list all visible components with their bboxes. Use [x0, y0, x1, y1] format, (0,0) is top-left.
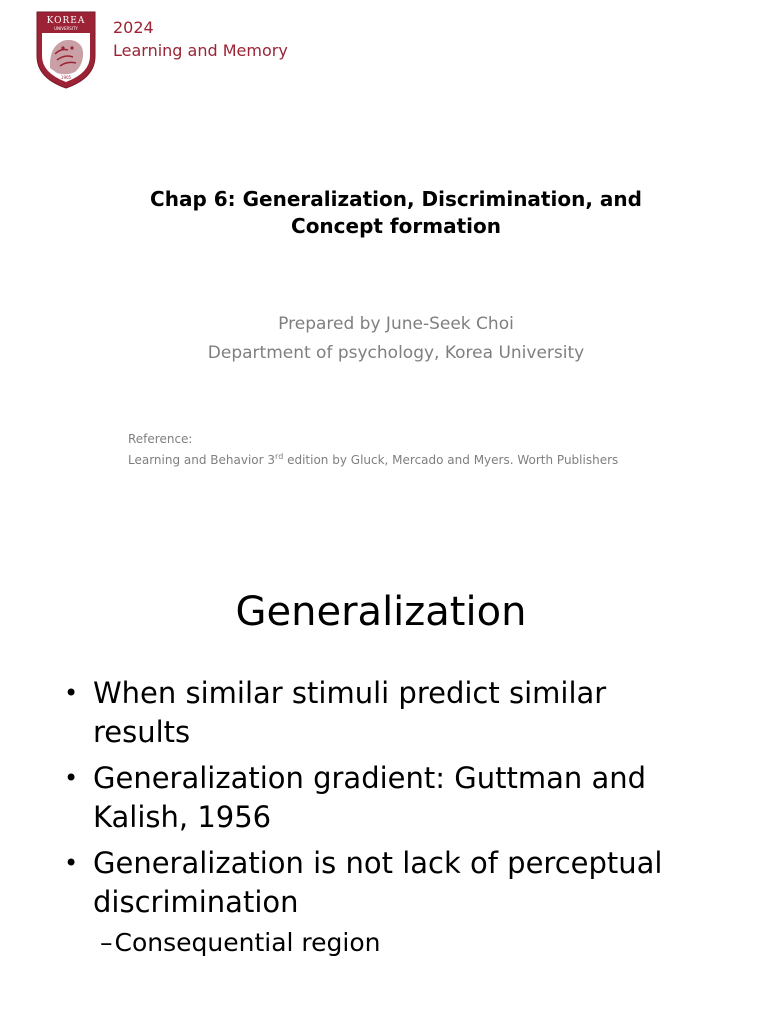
korea-university-crest-icon — [35, 10, 97, 90]
sub-bullet-text: Consequential region — [114, 928, 381, 957]
reference-citation — [128, 450, 618, 471]
department: Department of psychology, Korea University — [207, 343, 585, 363]
dash-icon: – — [100, 928, 113, 957]
bullet-dot-icon: • — [64, 764, 79, 792]
reference-text-post: edition by Gluck, Mercado and Myers. Worth Publishers — [283, 453, 619, 467]
reference-superscript: rd — [275, 452, 284, 461]
bullet-dot-icon: • — [64, 679, 79, 707]
reference-text-pre: Learning and Behavior 3 — [128, 453, 276, 467]
chapter-title-line-2: Concept formation — [291, 214, 501, 238]
prepared-by: Prepared by June-Seek Choi — [278, 314, 514, 334]
reference-label: Reference: — [128, 432, 193, 446]
bullet-list — [62, 674, 702, 929]
author-block — [84, 310, 708, 368]
sub-bullet — [100, 926, 380, 960]
chapter-title — [84, 186, 708, 240]
course-name: Learning and Memory — [113, 41, 288, 60]
chapter-title-line-1: Chap 6: Generalization, Discrimination, and — [150, 187, 642, 211]
bullet-item — [62, 759, 702, 837]
svg-text:KOREA: KOREA — [46, 16, 86, 26]
slide-title: Generalization — [235, 589, 527, 635]
content-slide — [0, 556, 768, 1024]
bullet-item — [62, 844, 702, 922]
course-year: 2024 — [113, 18, 154, 37]
bullet-text: When similar stimuli predict similar results — [93, 676, 607, 749]
bullet-dot-icon: • — [64, 849, 79, 877]
course-header — [113, 16, 288, 62]
svg-text:1905: 1905 — [60, 75, 72, 80]
bullet-item — [62, 674, 702, 752]
bullet-text: Generalization is not lack of perceptual discrimination — [93, 846, 663, 919]
reference-block — [128, 429, 618, 471]
bullet-text: Generalization gradient: Guttman and Kalish, 1956 — [93, 761, 647, 834]
svg-text:UNIVERSITY: UNIVERSITY — [54, 26, 78, 31]
